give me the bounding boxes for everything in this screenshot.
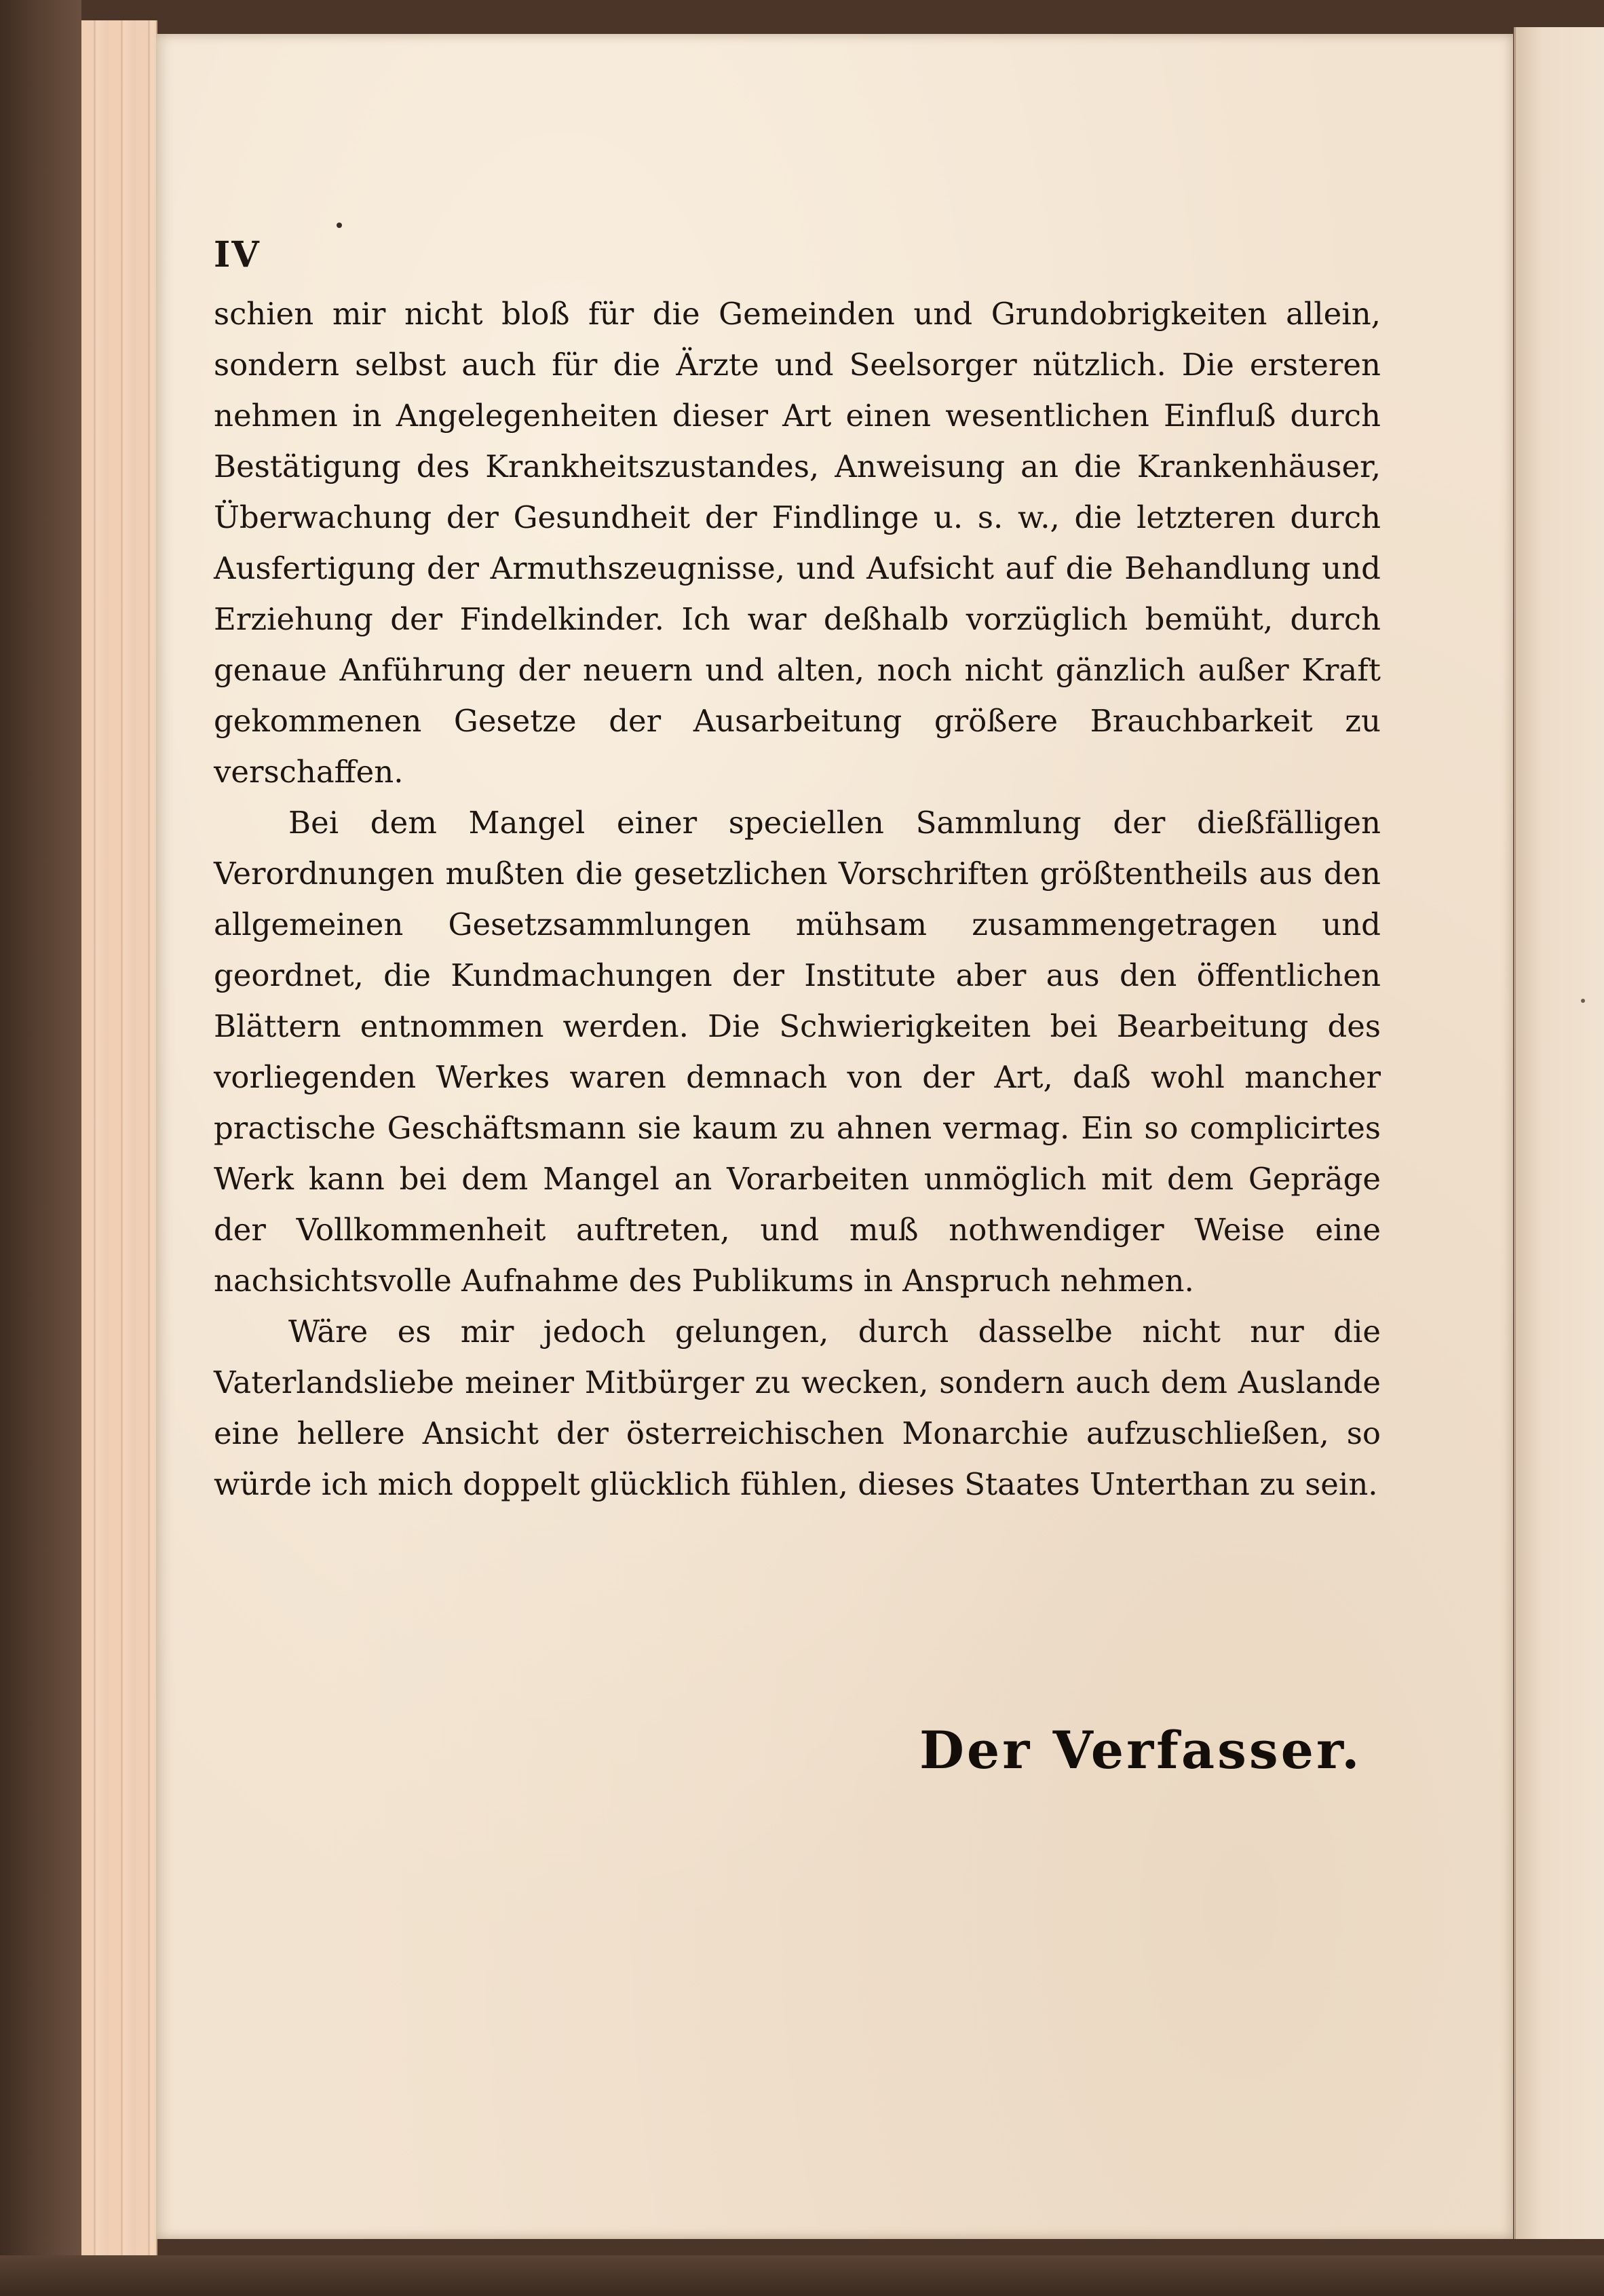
page-number: IV xyxy=(214,234,261,275)
ink-speck xyxy=(337,223,342,228)
paragraph-3: Wäre es mir jedoch gelungen, durch dasselbe nicht nur die Vaterlandsliebe meiner Mitbürger zu wecken, sondern auch dem Auslande eine hellere Ansicht der österreichischen Monarchie aufzuschließen, so würde ich mich doppelt glücklich fühlen, dieses Staates Unterthan zu sein. xyxy=(214,1314,1381,1502)
book-cover-edge-left xyxy=(0,0,81,2296)
body-text xyxy=(214,288,1381,1510)
ink-speck xyxy=(1581,999,1585,1003)
paragraph-2: Bei dem Mangel einer speciellen Sammlung der dießfälligen Verordnungen mußten die gesetzlichen Vorschriften größtentheils aus den allgemeinen Gesetzsammlungen mühsam zusammengetragen und geordnet, die Kundmachungen der Institute aber aus den öffentlichen Blättern entnommen werden. Die Schwierigkeiten bei Bearbeitung des vorliegenden Werkes waren demnach von der Art, daß wohl mancher practische Geschäftsmann sie kaum zu ahnen vermag. Ein so complicirtes Werk kann bei dem Mangel an Vorarbeiten unmöglich mit dem Gepräge der Vollkommenheit auftreten, und muß nothwendiger Weise eine nachsichtsvolle Aufnahme des Publikums in Anspruch nehmen. xyxy=(214,805,1381,1299)
paragraph-1: schien mir nicht bloß für die Gemeinden und Grundobrigkeiten allein, sondern selbst auch für die Ärzte und Seelsorger nützlich. Die ersteren nehmen in Angelegenheiten dieser Art einen wesentlichen Einfluß durch Bestätigung des Krankheitszustandes, Anweisung an die Krankenhäuser, Überwachung der Gesundheit der Findlinge u. s. w., die letzteren durch Ausfertigung der Armuthszeugnisse, und Aufsicht auf die Behandlung und Erziehung der Findelkinder. Ich war deßhalb vorzüglich bemüht, durch genaue Anführung der neuern und alten, noch nicht gänzlich außer Kraft gekommenen Gesetze der Ausarbeitung größere Brauchbarkeit zu verschaffen. xyxy=(214,296,1381,790)
page-edges-stack xyxy=(81,20,157,2259)
author-signature: Der Verfasser. xyxy=(919,1720,1362,1780)
book-cover-edge-bottom xyxy=(0,2255,1604,2296)
facing-page-edge xyxy=(1514,27,1604,2239)
